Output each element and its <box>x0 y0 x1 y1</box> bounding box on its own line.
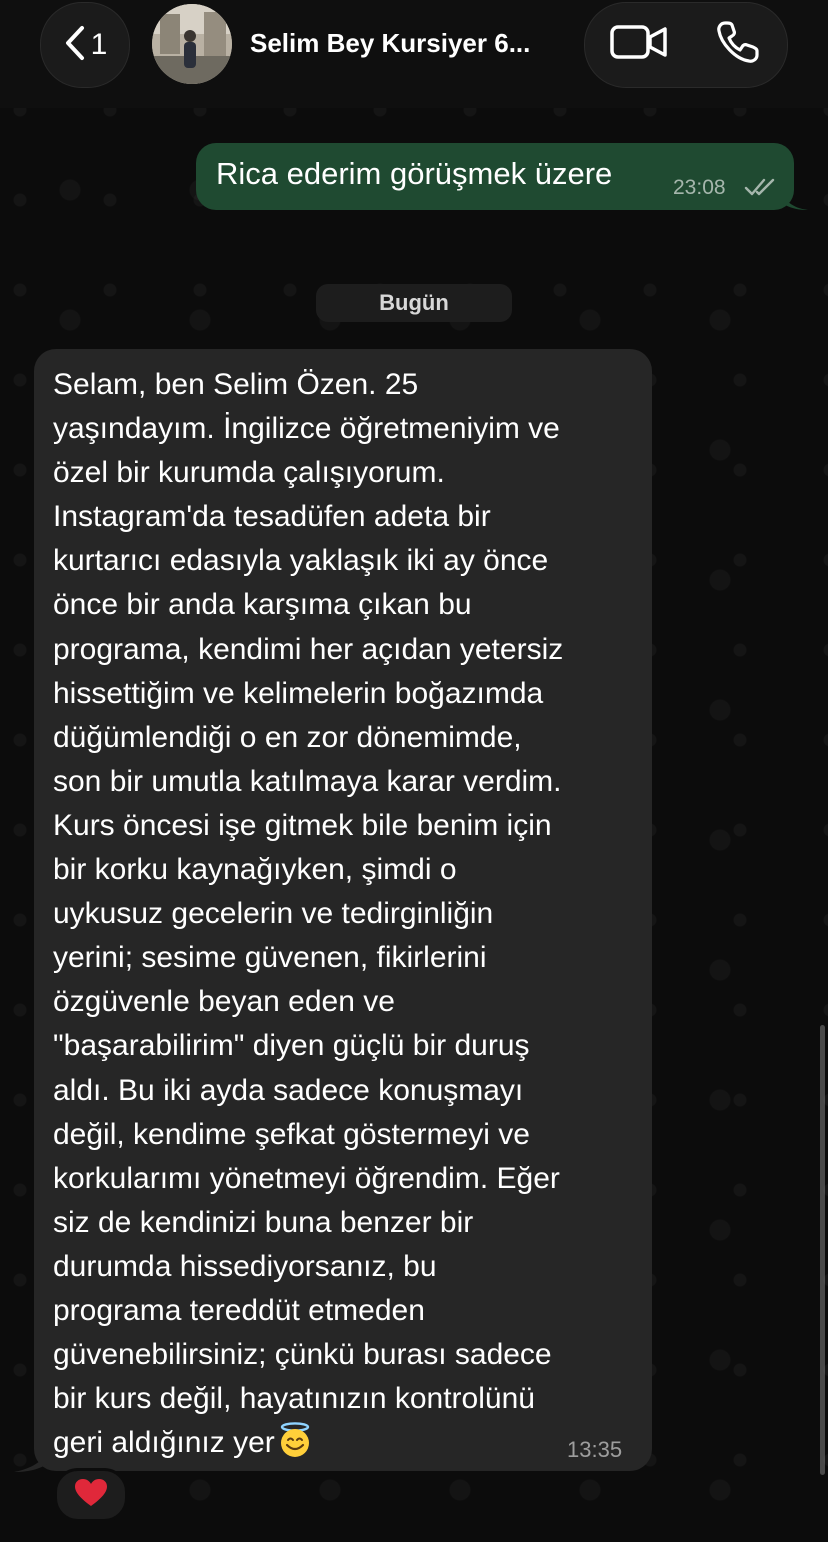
message-line: bir kurs değil, hayatınızın kontrolünü <box>53 1382 535 1416</box>
message-line-text: geri aldığınız yer <box>53 1426 275 1460</box>
message-line: özel bir kurumda çalışıyorum. <box>53 456 445 490</box>
message-line: hissettiğim ve kelimelerin boğazımda <box>53 676 544 710</box>
smiling-face-with-halo-icon <box>275 1422 315 1456</box>
message-line-last <box>53 1421 643 1465</box>
message-line: Selam, ben Selim Özen. 25 <box>53 368 419 401</box>
message-line: Instagram'da tesadüfen adeta bir <box>53 500 491 534</box>
message-line: önce bir anda karşıma çıkan bu <box>53 588 472 622</box>
message-line: programa, kendimi her açıdan yetersiz <box>53 632 564 666</box>
reaction-badge[interactable] <box>54 1468 128 1522</box>
message-line: değil, kendime şefkat göstermeyi ve <box>53 1117 530 1151</box>
contact-name[interactable]: Selim Bey Kursiyer 6... <box>250 28 531 58</box>
outgoing-message-text: Rica ederim görüşmek üzere <box>216 156 613 191</box>
avatar[interactable] <box>152 4 232 84</box>
chevron-left-icon <box>63 25 87 66</box>
message-timestamp: 23:08 <box>673 176 726 199</box>
message-line: özgüvenle beyan eden ve <box>53 985 395 1019</box>
bubble-tail <box>14 1448 50 1472</box>
unread-count: 1 <box>90 28 108 61</box>
scrollbar[interactable] <box>820 1025 825 1475</box>
message-line: durumda hissediyorsanız, bu <box>53 1249 437 1283</box>
message-line: uykusuz gecelerin ve tedirginliğin <box>53 897 494 931</box>
double-check-icon <box>744 176 778 198</box>
bubble-tail <box>780 190 808 210</box>
message-line: yerini; sesime güvenen, fikirlerini <box>53 941 487 975</box>
incoming-message-text <box>53 363 643 1465</box>
message-line: aldı. Bu iki ayda sadece konuşmayı <box>53 1073 524 1107</box>
date-separator: Bugün <box>316 284 512 322</box>
message-line: siz de kendinizi buna benzer bir <box>53 1205 474 1239</box>
voice-call-button[interactable] <box>712 18 764 70</box>
video-call-button[interactable] <box>608 20 670 68</box>
message-line: güvenebilirsiniz; çünkü burası sadece <box>53 1338 552 1372</box>
back-button[interactable] <box>40 2 130 88</box>
message-line: Kurs öncesi işe gitmek bile benim için <box>53 808 552 842</box>
phone-icon <box>715 19 761 70</box>
message-line: düğümlendiği o en zor dönemimde, <box>53 720 522 754</box>
message-line: kurtarıcı edasıyla yaklaşık iki ay önce <box>53 544 549 578</box>
message-line: son bir umutla katılmaya karar verdim. <box>53 764 562 798</box>
message-line: "başarabilirim" diyen güçlü bir duruş <box>53 1029 530 1063</box>
red-heart-icon <box>74 1478 108 1513</box>
message-line: yaşındayım. İngilizce öğretmeniyim ve <box>53 412 560 446</box>
message-line: bir korku kaynağıyken, şimdi o <box>53 853 457 887</box>
message-line: programa tereddüt etmeden <box>53 1293 425 1327</box>
video-camera-icon <box>610 24 668 65</box>
message-timestamp: 13:35 <box>567 1437 623 1462</box>
message-line: korkularımı yönetmeyi öğrendim. Eğer <box>53 1161 560 1195</box>
